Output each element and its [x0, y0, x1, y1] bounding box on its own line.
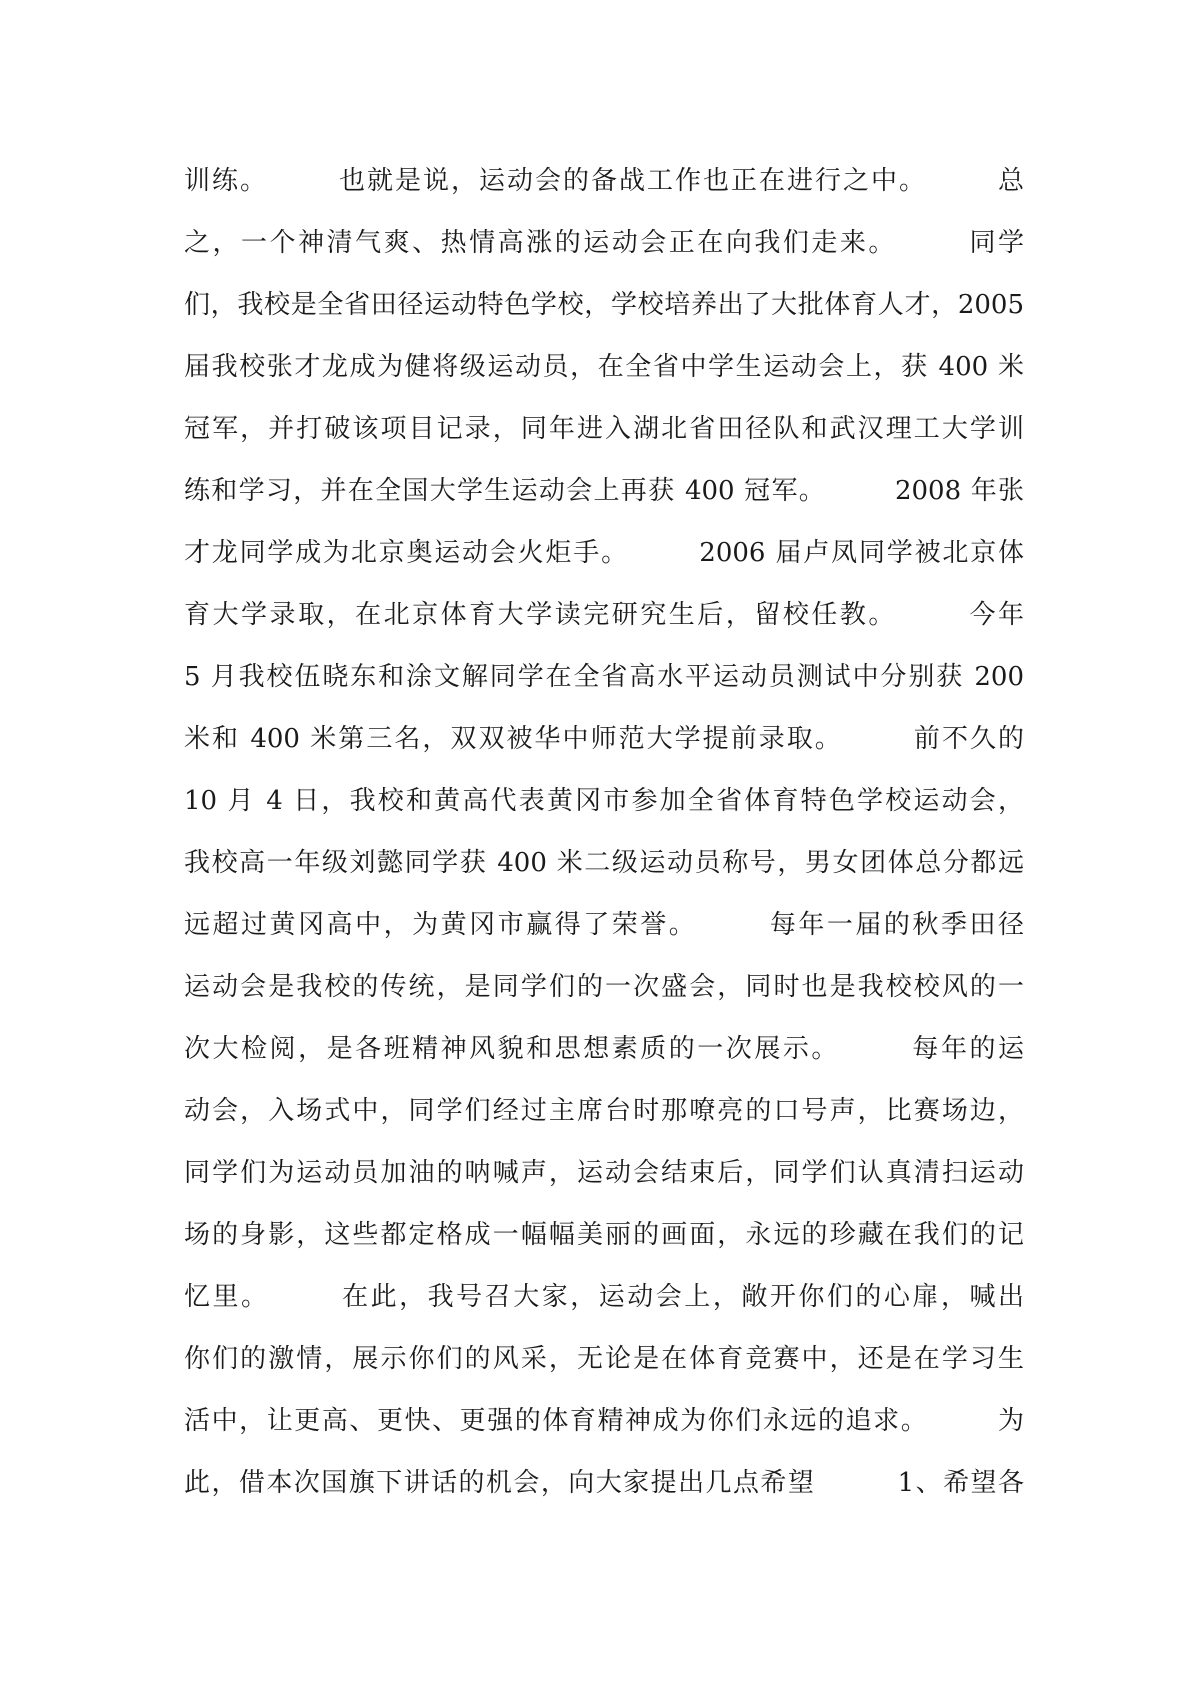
- text-line-15: 次大检阅，是各班精神风貌和思想素质的一次展示。 每年的运: [184, 1034, 1024, 1064]
- text-line-1: 训练。 也就是说，运动会的备战工作也正在进行之中。 总: [184, 166, 1024, 196]
- text-line-21: 活中，让更高、更快、更强的体育精神成为你们永远的追求。 为: [184, 1406, 1024, 1436]
- text-line-4: 届我校张才龙成为健将级运动员，在全省中学生运动会上，获 400 米: [184, 352, 1024, 382]
- body-text: [184, 150, 1024, 1514]
- text-line-9: 5 月我校伍晓东和涂文解同学在全省高水平运动员测试中分别获 200: [184, 662, 1024, 692]
- text-line-22: 此，借本次国旗下讲话的机会，向大家提出几点希望 1、希望各: [184, 1468, 1024, 1498]
- text-line-14: 运动会是我校的传统，是同学们的一次盛会，同时也是我校校风的一: [184, 972, 1024, 1002]
- text-line-18: 场的身影，这些都定格成一幅幅美丽的画面，永远的珍藏在我们的记: [184, 1220, 1024, 1250]
- text-line-11: 10 月 4 日，我校和黄高代表黄冈市参加全省体育特色学校运动会，: [184, 786, 1024, 816]
- text-line-19: 忆里。 在此，我号召大家，运动会上，敞开你们的心扉，喊出: [184, 1282, 1024, 1312]
- text-line-20: 你们的激情，展示你们的风采，无论是在体育竞赛中，还是在学习生: [184, 1344, 1024, 1374]
- text-line-12: 我校高一年级刘懿同学获 400 米二级运动员称号，男女团体总分都远: [184, 848, 1024, 878]
- text-line-7: 才龙同学成为北京奥运动会火炬手。 2006 届卢凤同学被北京体: [184, 538, 1024, 568]
- text-line-10: 米和 400 米第三名，双双被华中师范大学提前录取。 前不久的: [184, 724, 1024, 754]
- text-line-6: 练和学习，并在全国大学生运动会上再获 400 冠军。 2008 年张: [184, 476, 1024, 506]
- text-line-2: 之，一个神清气爽、热情高涨的运动会正在向我们走来。 同学: [184, 228, 1024, 258]
- text-line-5: 冠军，并打破该项目记录，同年进入湖北省田径队和武汉理工大学训: [184, 414, 1024, 444]
- text-line-8: 育大学录取，在北京体育大学读完研究生后，留校任教。 今年: [184, 600, 1024, 630]
- text-line-16: 动会，入场式中，同学们经过主席台时那嘹亮的口号声，比赛场边，: [184, 1096, 1024, 1126]
- text-line-13: 远超过黄冈高中，为黄冈市赢得了荣誉。 每年一届的秋季田径: [184, 910, 1024, 940]
- text-line-3: 们，我校是全省田径运动特色学校，学校培养出了大批体育人才，2005: [184, 290, 1024, 320]
- text-line-17: 同学们为运动员加油的呐喊声，运动会结束后，同学们认真清扫运动: [184, 1158, 1024, 1188]
